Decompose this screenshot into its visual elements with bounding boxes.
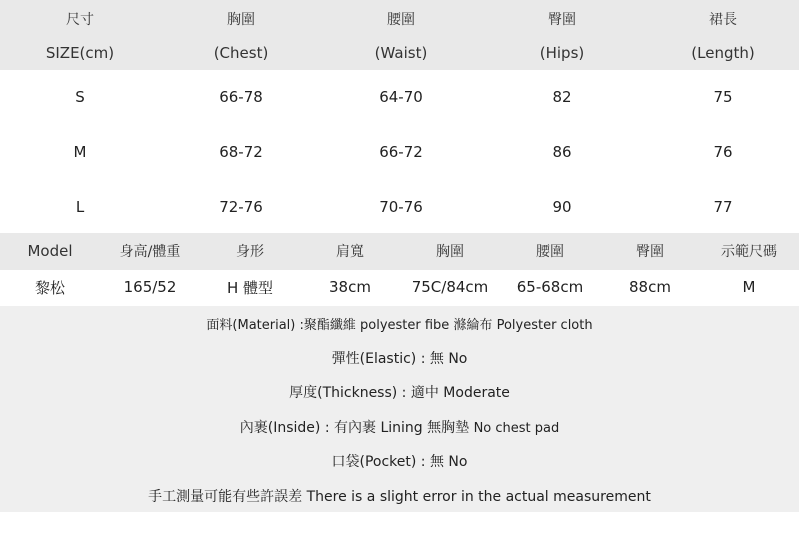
header-size-cn: 尺寸 bbox=[66, 12, 94, 28]
header-waist-cn: 腰圍 bbox=[387, 12, 415, 28]
model-header-body-type: 身形 bbox=[236, 244, 264, 260]
pocket-note: 口袋(Pocket) : 無 No bbox=[331, 454, 468, 470]
chest-value: 66-78 bbox=[219, 88, 263, 106]
header-hips-en: (Hips) bbox=[539, 44, 585, 62]
measurement-error-note: 手工測量可能有些許誤差 There is a slight error in the actual measurement bbox=[148, 489, 651, 505]
fabric-notes bbox=[0, 306, 799, 512]
model-header-hips: 臀圍 bbox=[636, 244, 664, 260]
header-length-cn: 裙長 bbox=[709, 12, 737, 28]
size-label: M bbox=[73, 143, 87, 161]
model-header-height-weight: 身高/體重 bbox=[119, 244, 181, 260]
header-waist-en: (Waist) bbox=[374, 44, 428, 62]
model-body-type: H 體型 bbox=[226, 278, 274, 297]
length-value: 75 bbox=[713, 88, 733, 106]
model-header-model: Model bbox=[27, 242, 73, 260]
model-size-shown: M bbox=[742, 278, 756, 296]
hips-value: 90 bbox=[552, 198, 572, 216]
model-shoulder: 38cm bbox=[329, 278, 371, 296]
model-header-chest: 胸圍 bbox=[436, 244, 464, 260]
header-length-en: (Length) bbox=[691, 44, 755, 62]
inside-note-main: 內裹(Inside) : 有內裹 Lining 無胸墊 bbox=[239, 420, 474, 436]
waist-value: 64-70 bbox=[379, 88, 423, 106]
inside-note bbox=[0, 417, 799, 437]
inside-note-chest-pad: No chest pad bbox=[473, 421, 560, 436]
model-chest: 75C/84cm bbox=[411, 278, 489, 296]
hips-value: 86 bbox=[552, 143, 572, 161]
size-table-body bbox=[0, 70, 799, 233]
chest-value: 68-72 bbox=[219, 143, 263, 161]
elastic-note: 彈性(Elastic) : 無 No bbox=[331, 351, 468, 367]
waist-value: 66-72 bbox=[379, 143, 423, 161]
model-hips: 88cm bbox=[629, 278, 671, 296]
header-size-en: SIZE(cm) bbox=[45, 44, 115, 62]
header-hips-cn: 臀圍 bbox=[548, 12, 576, 28]
model-table-row bbox=[0, 270, 799, 306]
model-name: 黎松 bbox=[34, 278, 65, 297]
size-table-header bbox=[0, 0, 799, 70]
hips-value: 82 bbox=[552, 88, 572, 106]
waist-value: 70-76 bbox=[379, 198, 423, 216]
model-header-waist: 腰圍 bbox=[536, 244, 564, 260]
model-header-size-shown: 示範尺碼 bbox=[721, 244, 777, 260]
thickness-note: 厚度(Thickness) : 適中 Moderate bbox=[289, 385, 510, 401]
length-value: 77 bbox=[713, 198, 733, 216]
length-value: 76 bbox=[713, 143, 733, 161]
model-header-shoulder: 肩寬 bbox=[336, 244, 364, 260]
header-chest-en: (Chest) bbox=[213, 44, 269, 62]
size-label: L bbox=[75, 198, 85, 216]
chest-value: 72-76 bbox=[219, 198, 263, 216]
model-waist: 65-68cm bbox=[516, 278, 584, 296]
model-table-header bbox=[0, 233, 799, 270]
model-height-weight: 165/52 bbox=[123, 278, 177, 296]
header-chest-cn: 胸圍 bbox=[227, 12, 255, 28]
material-note: 面料(Material) :聚酯纖維 polyester fibe 滌綸布 Polyester cloth bbox=[206, 318, 593, 333]
size-label: S bbox=[75, 88, 85, 106]
